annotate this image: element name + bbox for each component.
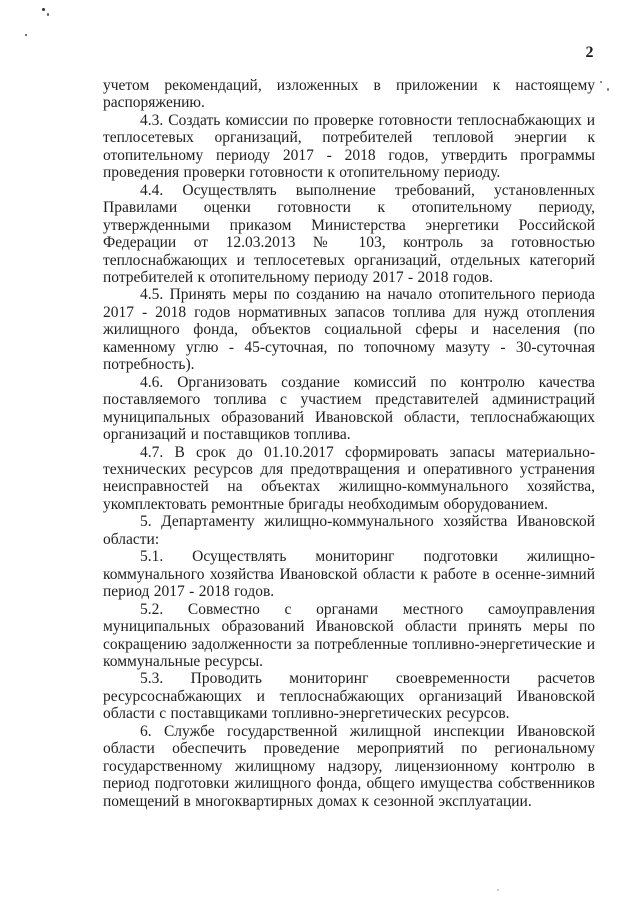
paragraph-4-4: 4.4. Осуществлять выполнение требований, установленных Правилами оценки готовности к отопительному периоду, утвержденными приказом Министерства энергетики Российской Федерации от 12.03.2013 № 103, контроль за готовностью теплоснабжающих и теплосетевых организаций, отдельных категорий потребителей к отопительному периоду 2017 - 2018 годов. xyxy=(103,181,595,286)
paragraph-5: 5. Департаменту жилищно-коммунального хозяйства Ивановской области: xyxy=(103,513,595,548)
scan-speck xyxy=(42,8,45,11)
paragraph-6: 6. Службе государственной жилищной инспекции Ивановской области обеспечить проведение мероприятий по региональному государственному жилищному надзору, лицензионному контролю в период подготовки жилищного фонда, общего имущества собственников помещений в многоквартирных домах к сезонной эксплуатации. xyxy=(103,722,595,810)
paragraph-4-7: 4.7. В срок до 01.10.2017 сформировать запасы материально-технических ресурсов для предотвращения и оперативного устранения неисправностей на объектах жилищно-коммунального хозяйства, укомплектовать ремонтные бригады необходимым оборудованием. xyxy=(103,443,595,513)
scan-speck xyxy=(607,88,609,91)
scan-speck xyxy=(600,81,602,83)
scan-speck xyxy=(497,889,499,891)
scan-speck xyxy=(25,34,27,36)
paragraph-continuation: учетом рекомендаций, изложенных в приложении к настоящему распоряжению. xyxy=(103,77,595,112)
paragraph-5-3: 5.3. Проводить мониторинг своевременности расчетов ресурсоснабжающих и теплоснабжающих организаций Ивановской области с поставщиками топливно-энергетических ресурсов. xyxy=(103,670,595,723)
document-body xyxy=(103,77,595,810)
paragraph-4-6: 4.6. Организовать создание комиссий по контролю качества поставляемого топлива с участием представителей администраций муниципальных образований Ивановской области, теплоснабжающих организаций и поставщиков топлива. xyxy=(103,373,595,444)
page-number: 2 xyxy=(585,44,594,61)
scan-speck xyxy=(47,13,49,16)
paragraph-4-3: 4.3. Создать комиссии по проверке готовности теплоснабжающих и теплосетевых организаций, потребителей тепловой энергии к отопительному периоду 2017 - 2018 годов, утвердить программы проведения проверки готовности к отопительному периоду. xyxy=(103,111,595,182)
paragraph-4-5: 4.5. Принять меры по созданию на начало отопительного периода 2017 - 2018 годов нормативных запасов топлива для нужд отопления жилищного фонда, объектов социальной сферы и населения (по каменному углю - 45-суточная, по топочному мазуту - 30-суточная потребность). xyxy=(103,286,595,374)
paragraph-5-1: 5.1. Осуществлять мониторинг подготовки жилищно-коммунального хозяйства Ивановской области к работе в осенне-зимний период 2017 - 2018 годов. xyxy=(103,548,595,601)
paragraph-5-2: 5.2. Совместно с органами местного самоуправления муниципальных образований Ивановской области принять меры по сокращению задолженности за потребленные топливно-энергетические и коммунальные ресурсы. xyxy=(103,600,595,670)
